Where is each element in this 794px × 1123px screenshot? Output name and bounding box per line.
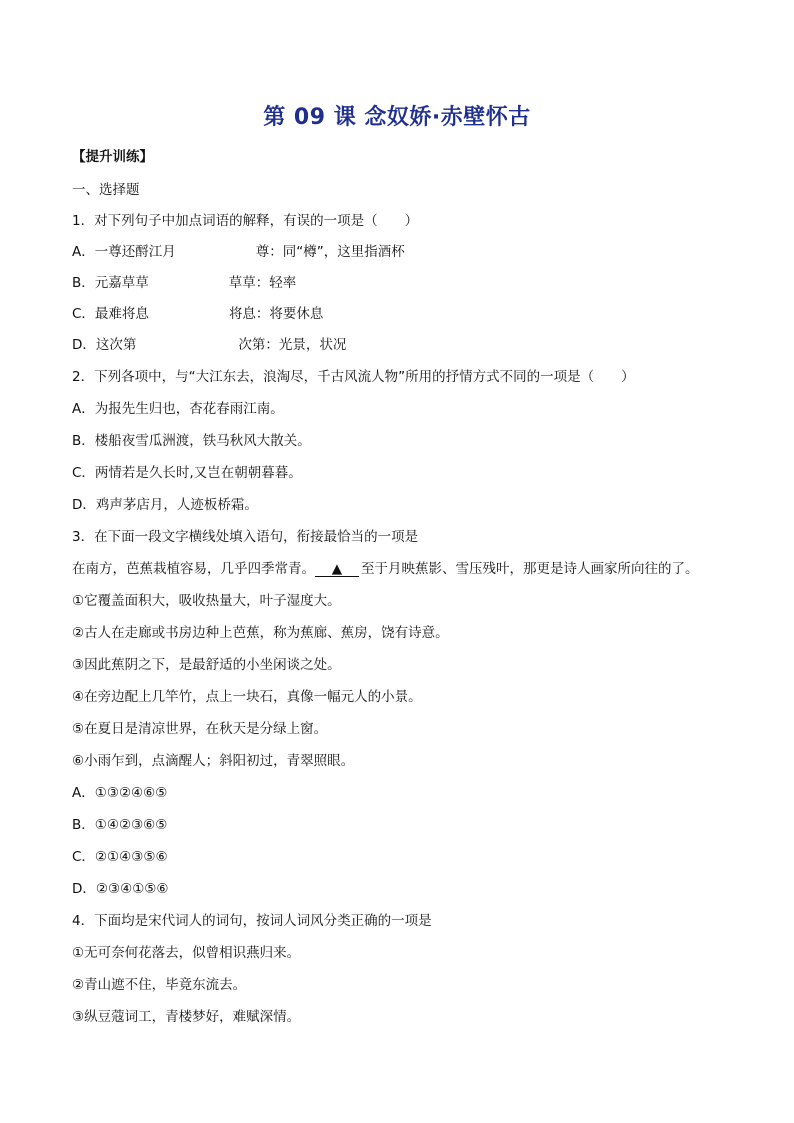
q1-option-c [72,305,323,323]
q2-option-b: B．楼船夜雪瓜洲渡，铁马秋风大散关。 [72,433,311,449]
q3-item-5: ⑤在夏日是清凉世界，在秋天是分绿上窗。 [72,721,328,737]
q3-option-d: D．②③④①⑤⑥ [72,881,169,897]
q2-option-a: A．为报先生归也，杏花春雨江南。 [72,401,284,417]
q1-option-c-text: C．最难将息 [72,306,149,322]
q1-option-a-text: A．一尊还酹江月 [72,244,176,260]
question-4-stem: 4．下面均是宋代词人的词句，按词人词风分类正确的一项是 [72,913,432,929]
q3-option-c: C．②①④③⑤⑥ [72,849,168,865]
q3-item-3: ③因此蕉阴之下，是最舒适的小坐闲谈之处。 [72,657,341,673]
q3-item-4: ④在旁边配上几竿竹，点上一块石，真像一幅元人的小景。 [72,689,422,705]
q3-passage-after: 至于月映蕉影、雪压残叶，那更是诗人画家所向往的了。 [361,561,699,577]
q1-option-d-note: 次第：光景，状况 [238,337,347,353]
question-1-stem: 1．对下列句子中加点词语的解释，有误的一项是（ ） [72,213,419,229]
q3-item-1: ①它覆盖面积大，吸收热量大，叶子湿度大。 [72,593,341,609]
q1-option-d [72,336,346,354]
page-title: 第 09 课 念奴娇·赤壁怀古 [263,105,531,130]
q1-option-b-text: B．元嘉草草 [72,275,149,291]
q1-option-b-note: 草草：轻率 [228,275,297,291]
q3-blank: ▲ [315,562,359,577]
section-heading: 一、选择题 [72,182,140,198]
q1-option-a-note: 尊：同“樽”，这里指酒杯 [255,244,405,260]
q4-item-2: ②青山遮不住，毕竟东流去。 [72,977,247,993]
q3-option-a: A．①③②④⑥⑤ [72,785,168,801]
q4-item-3: ③纵豆蔻词工，青楼梦好，难赋深情。 [72,1009,301,1025]
section-tag: 【提升训练】 [72,149,153,165]
q3-item-2: ②古人在走廊或书房边种上芭蕉，称为蕉廊、蕉房，饶有诗意。 [72,625,449,641]
question-3-stem: 3．在下面一段文字横线处填入语句，衔接最恰当的一项是 [72,529,419,545]
q3-passage-before: 在南方，芭蕉栽植容易，几乎四季常青。 [72,561,315,577]
question-2-stem: 2．下列各项中，与“大江东去，浪淘尽，千古风流人物”所用的抒情方式不同的一项是（ ） [72,369,635,385]
q3-option-b: B．①④②③⑥⑤ [72,817,168,833]
q1-option-b [72,274,296,292]
q4-item-1: ①无可奈何花落去，似曾相识燕归来。 [72,945,301,961]
q1-option-a [72,243,405,261]
q3-item-6: ⑥小雨乍到，点滴醒人；斜阳初过，青翠照眼。 [72,753,355,769]
q1-option-d-text: D．这次第 [72,337,137,353]
q2-option-d: D．鸡声茅店月，人迹板桥霜。 [72,497,258,513]
q3-passage [72,560,699,578]
q1-option-c-note: 将息：将要休息 [228,306,324,322]
q2-option-c: C．两情若是久长时,又岂在朝朝暮暮。 [72,465,302,481]
